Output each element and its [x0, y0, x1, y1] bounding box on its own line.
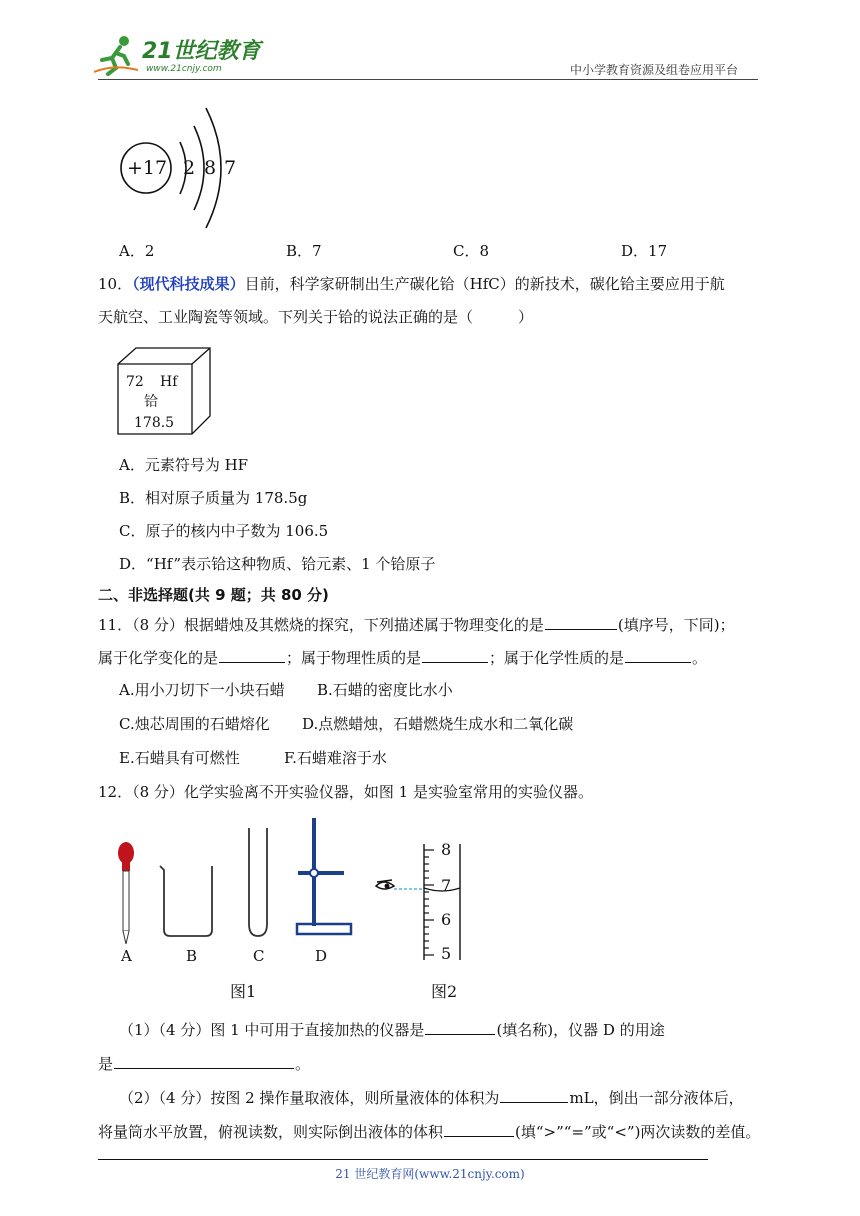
shell-1-electrons: 2 — [183, 157, 196, 179]
q12-sub2-text-b: mL，倒出一部分液体后， — [569, 1089, 744, 1107]
q12-sub2-line1 — [119, 1086, 744, 1108]
element-symbol: Hf — [160, 374, 178, 390]
q11-text-f: 。 — [692, 649, 708, 667]
eye-icon — [376, 880, 394, 889]
q12-stem: 12．（8 分）化学实验离不开实验仪器，如图 1 是实验室常用的实验仪器。 — [98, 783, 593, 801]
header — [0, 0, 860, 80]
q10-stem-text1: 目前，科学家研制出生产碳化铪（HfC）的新技术，碳化铪主要应用于航 — [244, 275, 725, 293]
q11-line2 — [98, 646, 707, 668]
q12-sub1-text-d: 。 — [295, 1055, 311, 1073]
q10-number: 10． — [98, 275, 133, 293]
q10-stem-line2: 天航空、工业陶瓷等领域。下列关于铪的说法正确的是（ ） — [98, 308, 534, 326]
q11-choice-b: B.石蜡的密度比水小 — [317, 681, 453, 699]
dropper-icon — [118, 842, 134, 944]
q12-blank-comparison[interactable] — [444, 1120, 514, 1137]
fig1-label-a: A — [121, 947, 132, 965]
q12-sub2-text-a: （2）（4 分）按图 2 操作量取液体，则所量液体的体积为 — [119, 1089, 500, 1107]
figure-2-caption: 图2 — [431, 982, 458, 1001]
q10-option-d: D．“Hf”表示铪这种物质、铪元素、1 个铪原子 — [119, 555, 436, 573]
q12-sub1-line1 — [119, 1018, 665, 1040]
q12-sub1-text-c: 是 — [98, 1055, 114, 1073]
test-tube-icon — [249, 828, 267, 936]
logo-text: 21世纪教育 — [142, 39, 261, 64]
q11-choice-a: A.用小刀切下一小块石蜡 — [119, 681, 285, 699]
q11-text-a: 11．（8 分）根据蜡烛及其燃烧的探究，下列描述属于物理变化的是 — [98, 616, 544, 634]
shell-3-electrons: 7 — [224, 157, 237, 179]
q12-blank-volume[interactable] — [500, 1086, 568, 1103]
q11-blank-chemical-property[interactable] — [625, 646, 691, 663]
cylinder-tick-8: 8 — [441, 840, 452, 859]
header-rule — [98, 79, 758, 80]
q11-text-d: ；属于物理性质的是 — [286, 649, 422, 667]
element-name: 铪 — [144, 394, 158, 410]
q12-sub1-text-b: (填名称)，仪器 D 的用途 — [496, 1021, 665, 1039]
figure-1-caption: 图1 — [230, 982, 257, 1001]
q9-option-d: D．17 — [621, 242, 668, 260]
q10-stem-line1 — [98, 274, 725, 294]
element-atomic-number: 72 — [126, 374, 144, 390]
beaker-icon — [160, 866, 212, 936]
cylinder-tick-7: 7 — [441, 876, 452, 895]
q10-option-c: C．原子的核内中子数为 106.5 — [119, 522, 329, 540]
footer-rule — [98, 1159, 708, 1160]
iron-stand-icon — [297, 818, 351, 934]
q11-choice-c: C.烛芯周围的石蜡熔化 — [119, 715, 270, 733]
cylinder-tick-5: 5 — [441, 944, 452, 963]
platform-name: 中小学教育资源及组卷应用平台 — [570, 63, 739, 77]
q10-tag: （现代科技成果） — [132, 275, 245, 293]
q10-option-a: A．元素符号为 HF — [119, 456, 249, 474]
q12-sub1-line2 — [98, 1052, 310, 1074]
q11-choice-f: F.石蜡难溶于水 — [284, 749, 387, 767]
fig1-label-b: B — [186, 947, 198, 965]
q9-option-c: C．8 — [453, 242, 490, 260]
q12-blank-heating-instrument[interactable] — [425, 1018, 495, 1035]
q11-blank-chemical-change[interactable] — [219, 646, 285, 663]
footer-text: 21 世纪教育网(www.21cnjy.com) — [335, 1167, 525, 1181]
logo-runner-icon — [94, 34, 140, 76]
shell-2-electrons: 8 — [204, 157, 217, 179]
q12-sub2-text-c: 将量筒水平放置，俯视读数，则实际倒出液体的体积 — [98, 1123, 444, 1141]
fig1-label-c: C — [253, 947, 265, 965]
fig1-label-d: D — [315, 947, 328, 965]
q12-sub2-line2 — [98, 1120, 760, 1142]
q12-sub2-text-d: (填“>”“=”或“<”)两次读数的差值。 — [515, 1123, 761, 1141]
q11-blank-physical-property[interactable] — [422, 646, 488, 663]
q11-line1 — [98, 613, 735, 635]
figure-2-cylinder — [370, 838, 474, 968]
section-title: 二、非选择题(共 9 题；共 80 分) — [98, 586, 329, 604]
q12-blank-instrument-d-use[interactable] — [114, 1052, 294, 1069]
q11-text-c: 属于化学变化的是 — [98, 649, 219, 667]
q11-text-b: (填序号，下同)； — [617, 616, 735, 634]
cylinder-tick-6: 6 — [441, 910, 452, 929]
q12-sub1-text-a: （1）（4 分）图 1 中可用于直接加热的仪器是 — [119, 1021, 425, 1039]
q11-text-e: ；属于化学性质的是 — [489, 649, 625, 667]
q9-option-b: B．7 — [286, 242, 322, 260]
q9-option-a: A．2 — [119, 242, 155, 260]
nucleus-charge: +17 — [127, 157, 168, 179]
q11-choice-d: D.点燃蜡烛，石蜡燃烧生成水和二氧化碳 — [302, 715, 574, 733]
q11-choice-e: E.石蜡具有可燃性 — [119, 749, 240, 767]
element-mass: 178.5 — [134, 415, 175, 431]
logo-url: www.21cnjy.com — [146, 64, 222, 74]
q11-blank-physical-change[interactable] — [545, 613, 617, 630]
figure-1-instruments — [108, 816, 368, 944]
q10-option-b: B．相对原子质量为 178.5g — [119, 489, 308, 507]
